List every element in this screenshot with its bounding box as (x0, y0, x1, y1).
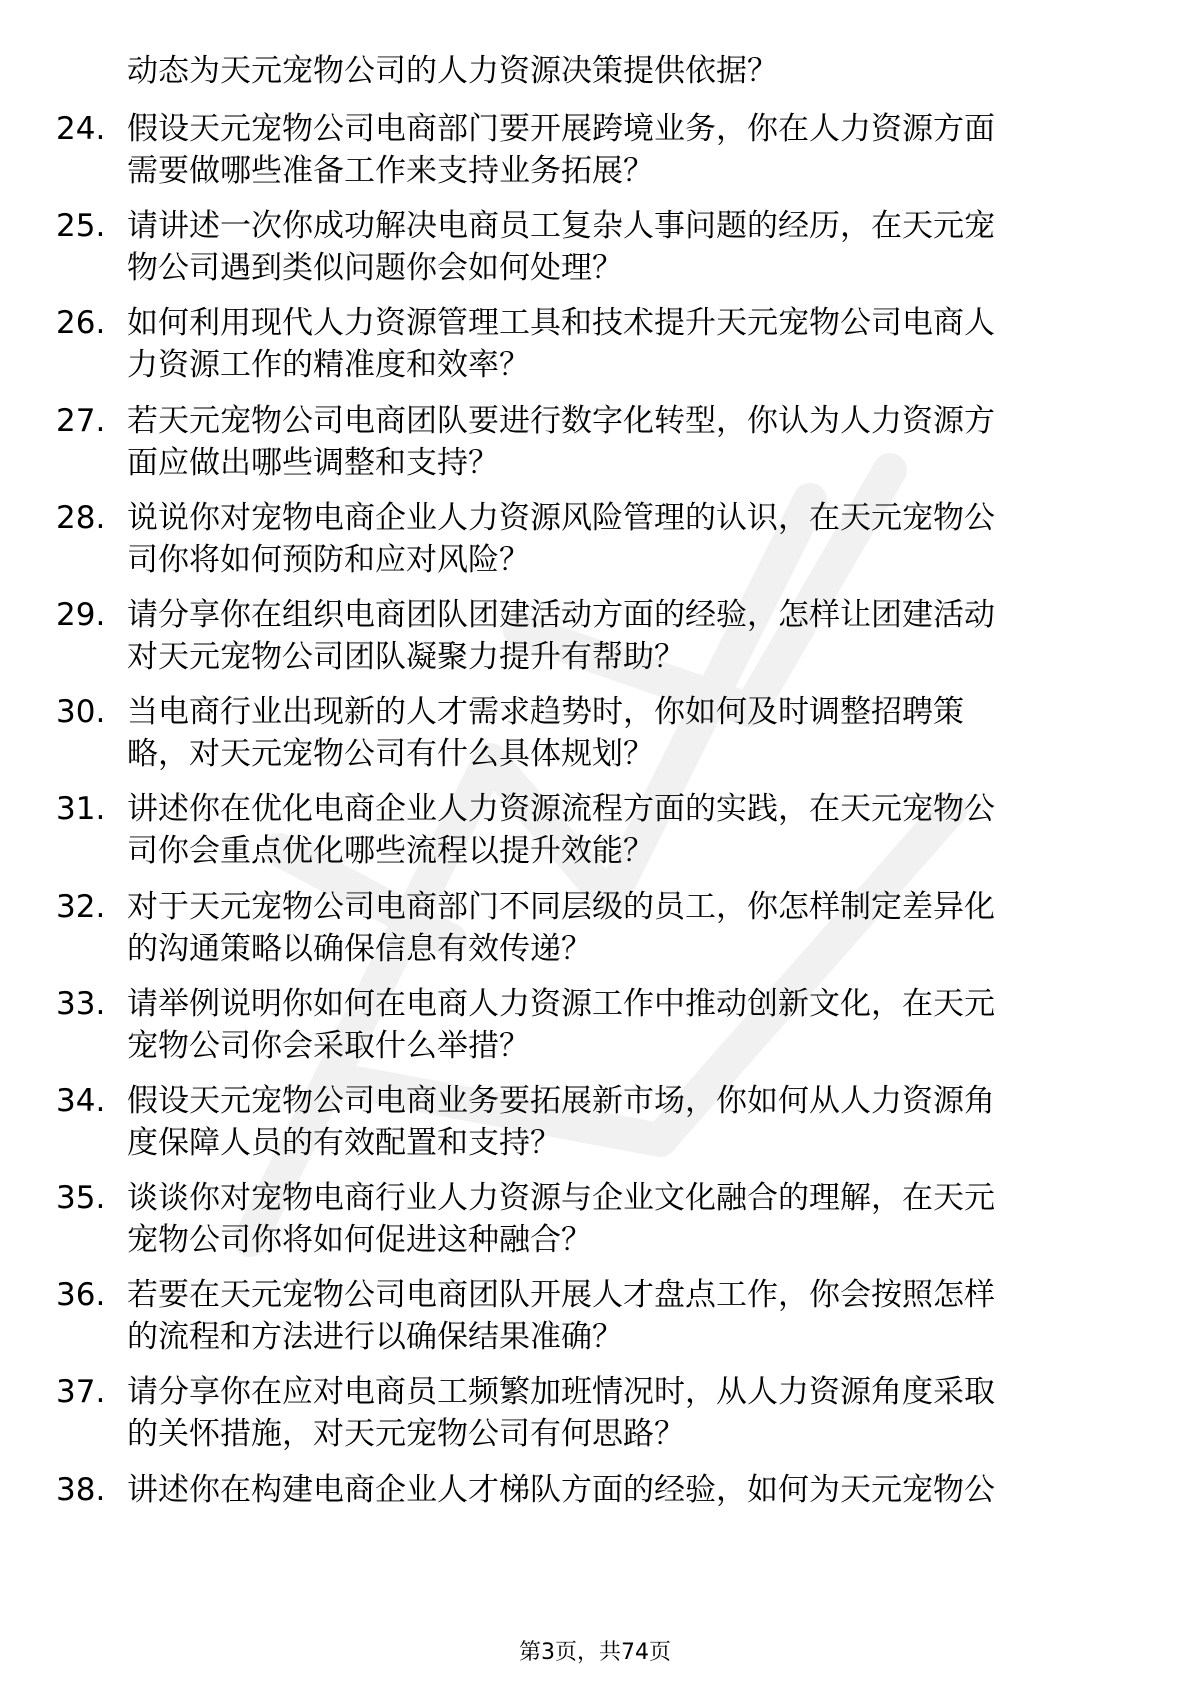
question-text: 讲述你在构建电商企业人才梯队方面的经验，如何为天元宠物公 (127, 1471, 995, 1508)
question-number: 27. (56, 402, 106, 439)
continuation-line: 动态为天元宠物公司的人力资源决策提供依据？ (127, 53, 778, 89)
question-list (0, 108, 1190, 1566)
list-item (0, 1080, 1190, 1177)
question-text: 若要在天元宠物公司电商团队开展人才盘点工作，你会按照怎样 的流程和方法进行以确保结果准确？ (127, 1277, 995, 1356)
question-text: 若天元宠物公司电商团队要进行数字化转型，你认为人力资源方 面应做出哪些调整和支持？ (127, 402, 995, 481)
question-number: 28. (56, 499, 106, 536)
list-item (0, 886, 1190, 983)
list-item (0, 400, 1190, 497)
list-item (0, 594, 1190, 691)
question-text: 请举例说明你如何在电商人力资源工作中推动创新文化，在天元 宠物公司你会采取什么举措？ (127, 985, 995, 1064)
list-item (0, 205, 1190, 302)
question-text: 请讲述一次你成功解决电商员工复杂人事问题的经历，在天元宠 物公司遇到类似问题你会如何处理？ (127, 208, 995, 287)
question-number: 25. (56, 208, 106, 245)
question-text: 假设天元宠物公司电商部门要开展跨境业务，你在人力资源方面 需要做哪些准备工作来支持业务拓展？ (127, 111, 995, 189)
list-item (0, 1371, 1190, 1468)
question-number: 29. (56, 596, 106, 633)
question-text: 请分享你在应对电商员工频繁加班情况时，从人力资源角度采取 的关怀措施，对天元宠物公司有何思路？ (127, 1374, 995, 1453)
question-number: 26. (56, 305, 106, 342)
question-number: 34. (56, 1082, 106, 1119)
question-text: 说说你对宠物电商企业人力资源风险管理的认识，在天元宠物公 司你将如何预防和应对风险？ (127, 499, 995, 578)
question-text: 请分享你在组织电商团队团建活动方面的经验，怎样让团建活动 对天元宠物公司团队凝聚力提升有帮助？ (127, 596, 995, 675)
question-number: 31. (56, 791, 106, 828)
list-item (0, 1274, 1190, 1371)
question-number: 35. (56, 1180, 106, 1217)
list-item (0, 788, 1190, 885)
list-item (0, 983, 1190, 1080)
question-number: 33. (56, 985, 106, 1022)
list-item (0, 302, 1190, 399)
question-number: 30. (56, 694, 106, 731)
question-text: 假设天元宠物公司电商业务要拓展新市场，你如何从人力资源角 度保障人员的有效配置和支持？ (127, 1082, 995, 1161)
question-text: 对于天元宠物公司电商部门不同层级的员工，你怎样制定差异化 的沟通策略以确保信息有效传递？ (127, 888, 995, 967)
question-number: 38. (56, 1471, 106, 1508)
question-text: 当电商行业出现新的人才需求趋势时，你如何及时调整招聘策 略，对天元宠物公司有什么具体规划？ (127, 694, 964, 773)
question-number: 32. (56, 888, 106, 925)
question-text: 讲述你在优化电商企业人力资源流程方面的实践，在天元宠物公 司你会重点优化哪些流程以提升效能？ (127, 791, 995, 870)
page-footer: 第3页，共74页 (519, 1640, 671, 1665)
question-text: 谈谈你对宠物电商行业人力资源与企业文化融合的理解，在天元 宠物公司你将如何促进这种融合？ (127, 1180, 995, 1259)
list-item (0, 1177, 1190, 1274)
list-item (0, 1469, 1190, 1566)
question-number: 37. (56, 1374, 106, 1411)
question-number: 36. (56, 1277, 106, 1314)
list-item (0, 497, 1190, 594)
question-text: 如何利用现代人力资源管理工具和技术提升天元宠物公司电商人 力资源工作的精准度和效率？ (127, 305, 995, 384)
question-number: 24. (56, 111, 106, 147)
list-item (0, 691, 1190, 788)
list-item (0, 108, 1190, 205)
